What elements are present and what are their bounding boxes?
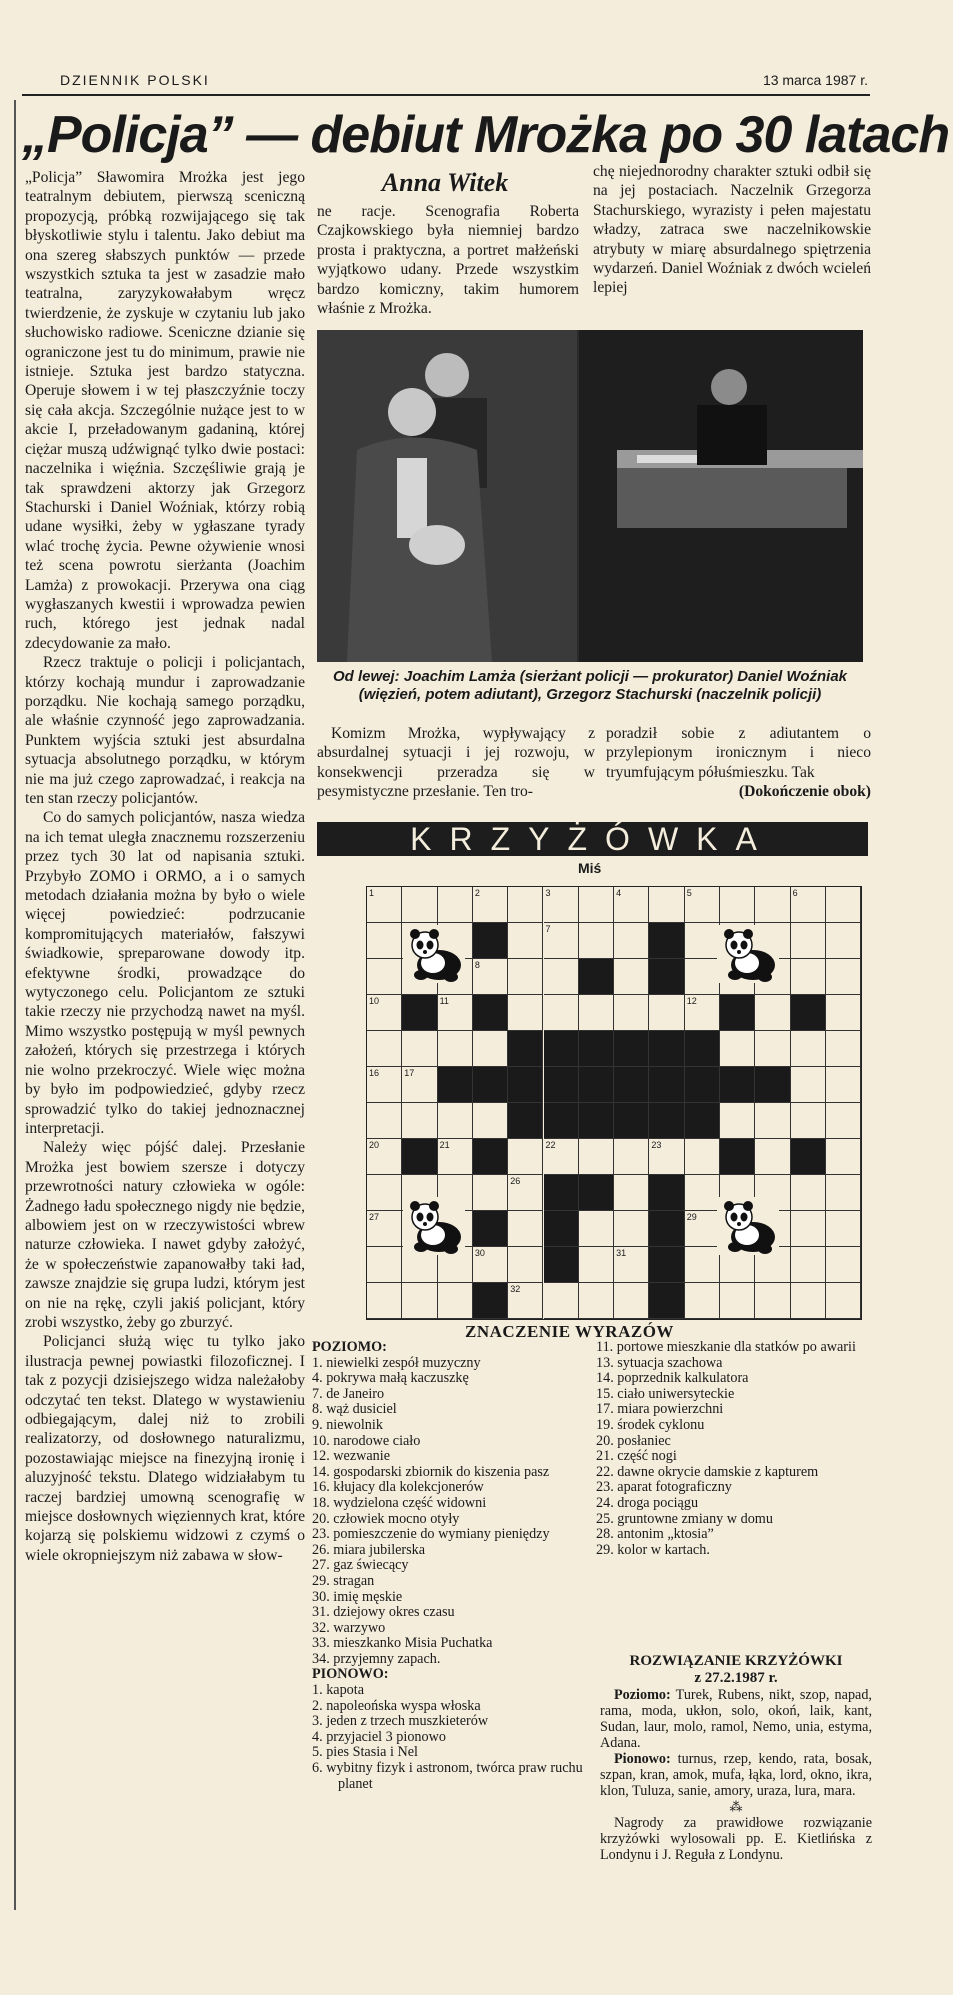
clue-item: 14. poprzednik kalkulatora [596,1370,749,1387]
clue-number: 26 [510,1176,521,1186]
clue-item: 2. napoleońska wyspa włoska [312,1697,481,1714]
crossword-cell [685,1175,720,1211]
crossword-cell [544,1211,579,1247]
crossword-cell [473,995,508,1031]
solution-text [600,1687,872,1863]
crossword-cell [649,1067,684,1103]
header-rule [22,94,870,96]
crossword-cell [367,1139,402,1175]
crossword-cell [438,1139,473,1175]
crossword-cell [649,1247,684,1283]
issue-date: 13 marca 1987 r. [762,72,868,88]
crossword-cell [402,995,437,1031]
crossword-cell [367,1067,402,1103]
crossword-cell [755,1067,790,1103]
crossword-cell [508,1283,543,1319]
crossword-cell [649,887,684,923]
crossword-cell [508,887,543,923]
crossword-cell [367,959,402,995]
crossword-cell [508,1139,543,1175]
crossword-cell [791,923,826,959]
clue-item: 33. mieszkanko Misia Puchatka [312,1635,493,1652]
clues-left-column [312,1340,594,1792]
crossword-cell [473,1175,508,1211]
clue-item: 10. narodowe ciało [312,1432,421,1449]
winners-note: Nagrody za prawidłowe rozwiązanie krzyżówki wylosowali pp. E. Kietlińska z Londynu i J. Reguła z Londynu. [600,1815,872,1863]
clue-item: 24. droga pociągu [596,1494,699,1511]
crossword-cell [649,1103,684,1139]
crossword-cell [826,1031,861,1067]
crossword-cell [579,1247,614,1283]
crossword-cell [579,1031,614,1067]
crossword-cell [649,1283,684,1319]
clue-number: 2 [474,888,480,898]
crossword-cell [579,1139,614,1175]
clue-number: 20 [369,1140,380,1150]
crossword-cell [826,923,861,959]
crossword-cell [367,1031,402,1067]
clue-item: 8. wąż dusiciel [312,1401,397,1418]
crossword-cell [720,1031,755,1067]
column-1-paragraph: Rzecz traktuje o policji i policjantach, którzy kochają mundur i zaprowadzanie porządku. Nie kochają samego porządku, ale właśnie czynność jego zaprowadzania. Punktem wyjścia sztuki jest absurdalna sytuacja absolutnego porządku, w którym nie ma już czego zaprowadzać, i reakcja na ten stan rzeczy policjantów. [25,654,305,807]
crossword-cell [544,1103,579,1139]
crossword-cell [438,887,473,923]
clue-item: 4. przyjaciel 3 pionowo [312,1728,446,1745]
panda-icon [717,1197,779,1255]
crossword-cell [544,1247,579,1283]
crossword-cell [685,1067,720,1103]
crossword-cell [367,1175,402,1211]
clue-number: 10 [369,996,380,1006]
crossword-cell [367,1211,402,1247]
panda-icon [717,925,779,983]
crossword-cell [614,923,649,959]
crossword-cell [826,1067,861,1103]
crossword-cell [826,1103,861,1139]
crossword-cell [544,959,579,995]
clue-item: 9. niewolnik [312,1416,383,1433]
clue-number: 4 [616,888,622,898]
article-column-2-continued [317,724,595,802]
clue-number: 16 [369,1068,380,1078]
crossword-cell [826,959,861,995]
crossword-cell [614,1139,649,1175]
crossword-cell [791,1247,826,1283]
clue-item: 26. miara jubilerska [312,1541,426,1558]
crossword-cell [791,1067,826,1103]
clue-number: 21 [439,1140,450,1150]
crossword-cell [720,1067,755,1103]
clue-number: 1 [369,888,375,898]
clue-item: 30. imię męskie [312,1588,403,1605]
crossword-cell [685,1211,720,1247]
crossword-cell [508,1067,543,1103]
solution-pionowo: turnus, rzep, kendo, rata, bosak, szpan, kran, amok, mufa, łąka, lord, okno, ikra, klon, Tuluza, sanie, amory, uraza, lura, mara. [600,1751,872,1799]
clues-right-column [596,1340,874,1558]
crossword-cell [438,1067,473,1103]
crossword-cell [367,1283,402,1319]
crossword-cell [402,1139,437,1175]
crossword-cell [791,1175,826,1211]
clue-item: 15. ciało uniwersyteckie [596,1385,735,1402]
crossword-cell [685,1283,720,1319]
crossword-cell [649,1175,684,1211]
crossword-cell [473,1031,508,1067]
clue-number: 29 [686,1212,697,1222]
crossword-cell [473,1211,508,1247]
clue-number: 17 [404,1068,415,1078]
crossword-cell [508,959,543,995]
article-column-2 [317,202,579,318]
clue-item: 17. miara powierzchni [596,1401,724,1418]
crossword-cell [791,1211,826,1247]
clues-section-label: PIONOWO: [312,1666,389,1683]
article-title: „Policja” — debiut Mrożka po 30 latach [22,106,950,164]
crossword-cell [791,995,826,1031]
crossword-cell [544,995,579,1031]
clue-item: 20. człowiek mocno otyły [312,1510,460,1527]
crossword-cell [791,1283,826,1319]
crossword-cell [579,959,614,995]
crossword-author: Miś [578,860,602,876]
clues-heading: ZNACZENIE WYRAZÓW [465,1322,674,1341]
crossword-cell [755,995,790,1031]
crossword-cell [826,995,861,1031]
crossword-cell [508,1247,543,1283]
crossword-cell [685,1103,720,1139]
column-3b-text: poradził sobie z adiutantem o przylepionym ironicznym i nieco tryumfującym półuśmieszku. Tak [606,725,871,781]
column-2-text: ne racje. Scenografia Roberta Czajkowskiego była niemniej bardzo prosta i praktyczna, a portret małżeński wyjątkowo udany. Przede wszystkim bardzo komiczny, takim humorem właśnie z Mrożka. [317,203,579,318]
crossword-cell [473,959,508,995]
separator-stars: ⁂ [729,1799,743,1814]
crossword-grid [366,886,862,1320]
crossword-cell [367,995,402,1031]
clue-item: 18. wydzielona część widowni [312,1494,487,1511]
crossword-cell [367,1103,402,1139]
crossword-cell [614,959,649,995]
crossword-cell [826,1247,861,1283]
crossword-cell [720,995,755,1031]
clue-item: 11. portowe mieszkanie dla statków po awarii [596,1339,856,1355]
panda-icon [403,925,465,983]
scene-photo [317,330,863,662]
crossword-cell [826,887,861,923]
left-edge-rule [14,100,16,1910]
crossword-cell [685,995,720,1031]
clue-number: 3 [545,888,551,898]
crossword-cell [614,1103,649,1139]
clue-item: 5. pies Stasia i Nel [312,1744,418,1761]
crossword-cell [826,1211,861,1247]
clue-item: 21. część nogi [596,1448,677,1465]
newspaper-name: DZIENNIK POLSKI [60,72,210,88]
byline: Anna Witek [381,168,509,197]
crossword-cell [508,1103,543,1139]
clue-item: 3. jeden z trzech muszkieterów [312,1713,489,1730]
crossword-cell [473,1247,508,1283]
clue-item: 19. środek cyklonu [596,1416,705,1433]
crossword-cell [579,995,614,1031]
solution-poziomo: Turek, Rubens, nikt, szop, napad, rama, moda, ukłon, solo, okoń, laik, kant, Sudan, laur, molo, ramol, Nemo, unia, estyma, Adana. [600,1687,872,1751]
crossword-cell [614,1175,649,1211]
clues-section-label: POZIOMO: [312,1339,387,1355]
crossword-cell [649,959,684,995]
crossword-cell [614,887,649,923]
solution-pionowo-label: Pionowo: [614,1751,671,1767]
solution-date: z 27.2.1987 r. [694,1670,778,1686]
crossword-cell [614,1067,649,1103]
crossword-cell [579,1211,614,1247]
crossword-cell [720,1283,755,1319]
crossword-cell [826,1283,861,1319]
clue-item: 16. kłujacy dla kolekcjonerów [312,1479,484,1496]
clue-number: 12 [686,996,697,1006]
clue-item: 29. kolor w kartach. [596,1541,710,1558]
crossword-cell [685,887,720,923]
clue-number: 32 [510,1284,521,1294]
clue-number: 5 [686,888,692,898]
clue-item: 1. niewielki zespół muzyczny [312,1354,481,1371]
clue-item: 25. gruntowne zmiany w domu [596,1510,773,1527]
crossword-cell [544,923,579,959]
crossword-cell [614,995,649,1031]
crossword-cell [402,1103,437,1139]
crossword-cell [508,1211,543,1247]
crossword-cell [579,887,614,923]
article-column-3-continued [606,724,871,802]
crossword-cell [791,1031,826,1067]
crossword-cell [579,1283,614,1319]
crossword-cell [473,1139,508,1175]
crossword-cell [755,887,790,923]
crossword-cell [438,1283,473,1319]
crossword-title: KRZYŻÓWKA [317,822,868,856]
crossword-cell [438,1103,473,1139]
crossword-cell [649,1139,684,1175]
clue-item: 12. wezwanie [312,1448,390,1465]
crossword-cell [473,1067,508,1103]
crossword-cell [579,1175,614,1211]
clue-number: 22 [545,1140,556,1150]
column-1-paragraph: Policjanci służą więc tu tylko jako ilustracja pewnej powiastki filozoficznej. I tak z pozycji dzisiejszego widza należałoby odczytać ten tekst. Dlatego w wystawieniu odbiegającym, dalej niż to zrobili realizatorzy, od dosłownego naturalizmu, pozostawiając miejsce na finezyjną ironię i aluzyjność tekstu. Dlatego widziałabym tu raczej bardziej umowną scenografię w miejsce dosłownych więziennych krat, które kojarzą się polskiemu widzowi z czymś o wiele okropniejszym niż zabawa w słow- [25,1333,305,1564]
article-column-3 [593,162,871,298]
clue-item: 13. sytuacja szachowa [596,1354,723,1371]
clue-number: 11 [439,996,449,1006]
photo-caption: Od lewej: Joachim Lamża (sierżant policji — prokurator) Daniel Woźniak (więzień, potem adiutant), Grzegorz Stachurski (naczelnik policji) [333,668,847,703]
crossword-cell [544,1139,579,1175]
crossword-cell [544,1283,579,1319]
crossword-cell [826,1139,861,1175]
continued-note: (Dokończenie obok) [738,783,871,801]
crossword-cell [685,1247,720,1283]
clue-item: 22. dawne okrycie damskie z kapturem [596,1463,819,1480]
crossword-cell [614,1247,649,1283]
crossword-cell [579,1103,614,1139]
solution-poziomo-label: Poziomo: [614,1687,671,1703]
clue-number: 6 [792,888,798,898]
crossword-cell [720,1103,755,1139]
clue-number: 8 [474,960,480,970]
crossword-cell [720,887,755,923]
crossword-cell [649,923,684,959]
crossword-cell [579,1067,614,1103]
crossword-cell [791,887,826,923]
crossword-cell [685,1031,720,1067]
clue-item: 23. pomieszczenie do wymiany pieniędzy [312,1526,550,1543]
crossword-cell [402,1283,437,1319]
crossword-cell [473,887,508,923]
clue-item: 34. przyjemny zapach. [312,1650,441,1667]
column-3-text: chę niejednorodny charakter sztuki odbił się na jej postaciach. Naczelnik Grzegorza Stachurskiego, wyrazisty i pełen majestatu władzy, zatraca swe naczelnikowskie atrybuty w miarę absurdalnego spiętrzenia wydarzeń. Daniel Woźniak z dwóch wcieleń lepiej [593,163,871,297]
crossword-cell [508,1175,543,1211]
clue-number: 30 [474,1248,485,1258]
crossword-cell [473,923,508,959]
clue-item: 32. warzywo [312,1619,386,1636]
crossword-cell [614,1031,649,1067]
crossword-cell [791,1139,826,1175]
column-1-paragraph: „Policja” Sławomira Mrożka jest jego teatralnym debiutem, pierwszą sceniczną propozycją, próbką rozwijającego się tak błyskotliwie stylu i talentu. Jako debiut ma ona szereg słabszych punktów — przede wszystkich sztuka ta jest w zasadzie mało teatralna, zaryzykowałabym wręcz twierdzenie, że zyskuje w czytaniu lub jako słuchowisko radiowe. Sceniczne dzianie się ograniczone jest tu do minimum, prawie nie istnieje. Sztuka jest bardzo statyczna. Operuje słowem i w tej płaszczyźnie toczy się cała akcja. Szczególnie nużące jest to w akcie I, przeładowanym gadaniną, której ciężar muszą udźwignąć tylko dwie postaci: naczelnika i więźnia. Szczęśliwie grają je tak sprawdzeni aktorzy jak Grzegorz Stachurski i Daniel Woźniak, którzy robią udane wysiłki, żeby w ygłaszane tyrady wlać trochę życia. Pewne ożywienie wnosi też scena powrotu sierżanta (Joachim Lamża) z prowokacji. Przerywa ona ciąg wygłaszanych kwestii i wprowadza pewien ruch, którego jest jednak nadal zdecydowanie za mało. [25,169,305,652]
crossword-cell [755,1031,790,1067]
crossword-cell [438,995,473,1031]
clue-item: 20. posłaniec [596,1432,671,1449]
clue-number: 7 [545,924,551,934]
crossword-cell [402,1067,437,1103]
clue-item: 31. dziejowy okres czasu [312,1604,455,1621]
crossword-cell [755,1139,790,1175]
crossword-cell [402,887,437,923]
solution-box [600,1653,872,1863]
clue-number: 31 [616,1248,627,1258]
clue-item: 6. wybitny fizyk i astronom, twórca praw ruchu planet [312,1760,583,1792]
clue-number: 23 [651,1140,662,1150]
crossword-cell [755,1103,790,1139]
crossword-cell [438,1031,473,1067]
crossword-cell [685,959,720,995]
crossword-cell [720,1139,755,1175]
panda-icon [403,1197,465,1255]
crossword-cell [614,1211,649,1247]
crossword-cell [579,923,614,959]
article-column-1 [25,168,305,1903]
crossword-cell [544,1067,579,1103]
crossword-cell [826,1175,861,1211]
crossword-cell [649,1211,684,1247]
scene-photo-image [317,330,863,662]
clue-item: 1. kapota [312,1682,365,1699]
solution-title: ROZWIĄZANIE KRZYŻÓWKI [629,1653,843,1669]
clue-item: 29. stragan [312,1572,375,1589]
crossword-cell [685,923,720,959]
crossword-cell [544,1031,579,1067]
clue-item: 7. de Janeiro [312,1385,385,1402]
crossword-cell [791,959,826,995]
clue-item: 27. gaz świecący [312,1557,409,1574]
crossword-cell [367,923,402,959]
column-1-paragraph: Należy więc pójść dalej. Przesłanie Mrożka jest bowiem szersze i dotyczy przewrotności natury człowieka w ogóle: Żadnego ładu społecznego nigdy nie będzie, albowiem jest on w rzeczywistości wbrew naturze człowieka. I nawet gdyby założyć, że w społeczeństwie zapanowałby taki ład, zawsze znajdzie się grupa ludzi, którym jest on nie na rękę, czyli jakiś policjant, który zrobi wszystko, żeby go zburzyć. [25,1139,305,1331]
masthead [60,72,868,96]
crossword-cell [614,1283,649,1319]
crossword-cell [649,995,684,1031]
clue-item: 28. antonim „ktosia” [596,1526,714,1543]
clue-item: 14. gospodarski zbiornik do kiszenia pasz [312,1463,550,1480]
clue-item: 4. pokrywa małą kaczuszkę [312,1370,469,1387]
clue-number: 27 [369,1212,380,1222]
crossword-cell [508,1031,543,1067]
crossword-cell [544,887,579,923]
column-2b-text: Komizm Mrożka, wypływający z absurdalnej sytuacji i jej rozwoju, w konsekwencji przeradza się w pesymistyczne przesłanie. Ten tro- [317,725,595,801]
crossword-cell [508,923,543,959]
crossword-cell [473,1103,508,1139]
crossword-cell [367,1247,402,1283]
crossword-cell [685,1139,720,1175]
crossword-cell [791,1103,826,1139]
crossword-cell [402,1031,437,1067]
crossword-cell [367,887,402,923]
crossword-cell [544,1175,579,1211]
column-1-paragraph: Co do samych policjantów, nasza wiedza na ich temat uległa znacznemu rozszerzeniu przez tych 30 lat od napisania sztuki. Przybyło ZOMO i ORMO, a i o samych metodach działania można by było o wiele więcej powiedzieć: podrzucanie kompromitujących materiałów, fałszywi świadkowie, spreparowane dowody itp. efektywne środki, prowadzące do wytyczonego celu. Policjantom ze sztuki takie rzeczy nie przychodzą nawet na myśl. Mimo wszystko postępują w myśl pewnych założeń, których się przestrzega i których nie wolno przekroczyć. Wiele więc można by było im podpowiedzieć, gdyby rzecz sprowadzić tylko do takiej jednoznacznej interpretacji. [25,809,305,1137]
crossword-cell [508,995,543,1031]
clue-item: 23. aparat fotograficzny [596,1479,732,1496]
crossword-cell [755,1283,790,1319]
crossword-cell [649,1031,684,1067]
crossword-cell [473,1283,508,1319]
